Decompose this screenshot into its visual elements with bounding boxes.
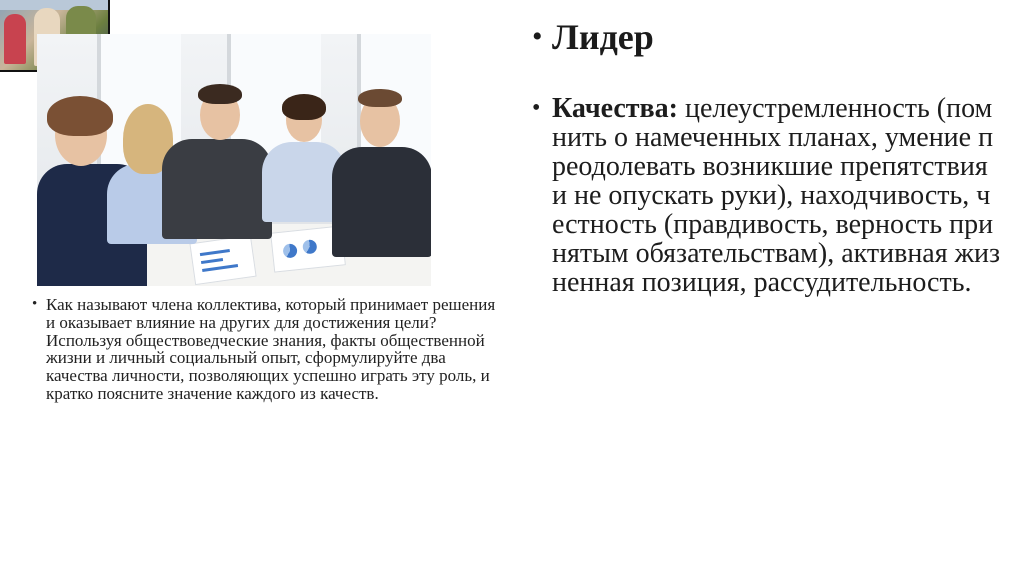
question-text: Как называют члена коллектива, который принимает решения и оказывает влияние на других для достижения цели? Используя обществоведческие знания, факты общественной жизни и личный социальный опыт, сформулируйте два качества личности, позволяющих успешно играть эту роль, и кратко поясните значение каждого из качеств. bbox=[46, 295, 496, 403]
photo-person bbox=[332, 89, 431, 249]
answer-block bbox=[532, 14, 1002, 297]
question-bullet: • bbox=[32, 296, 38, 312]
answer-heading bbox=[532, 14, 1002, 60]
qualities-paragraph bbox=[552, 94, 1002, 297]
heading-bullet: • bbox=[532, 20, 543, 53]
business-meeting-photo bbox=[37, 34, 431, 286]
qualities-item bbox=[532, 94, 1002, 297]
thumbnail-person bbox=[4, 14, 26, 64]
qualities-text: целеустремленность (помнить о намеченных планах, умение преодолевать возникшие препятствия и не опускать руки), находчивость, честность (правдивость, верность принятым обязательствам), активная жизненная позиция, рассудительность. bbox=[552, 93, 1000, 298]
qualities-bullet: • bbox=[532, 95, 541, 121]
qualities-label: Качества: bbox=[552, 93, 678, 124]
answer-title: Лидер bbox=[552, 17, 654, 57]
question-block bbox=[32, 296, 507, 403]
